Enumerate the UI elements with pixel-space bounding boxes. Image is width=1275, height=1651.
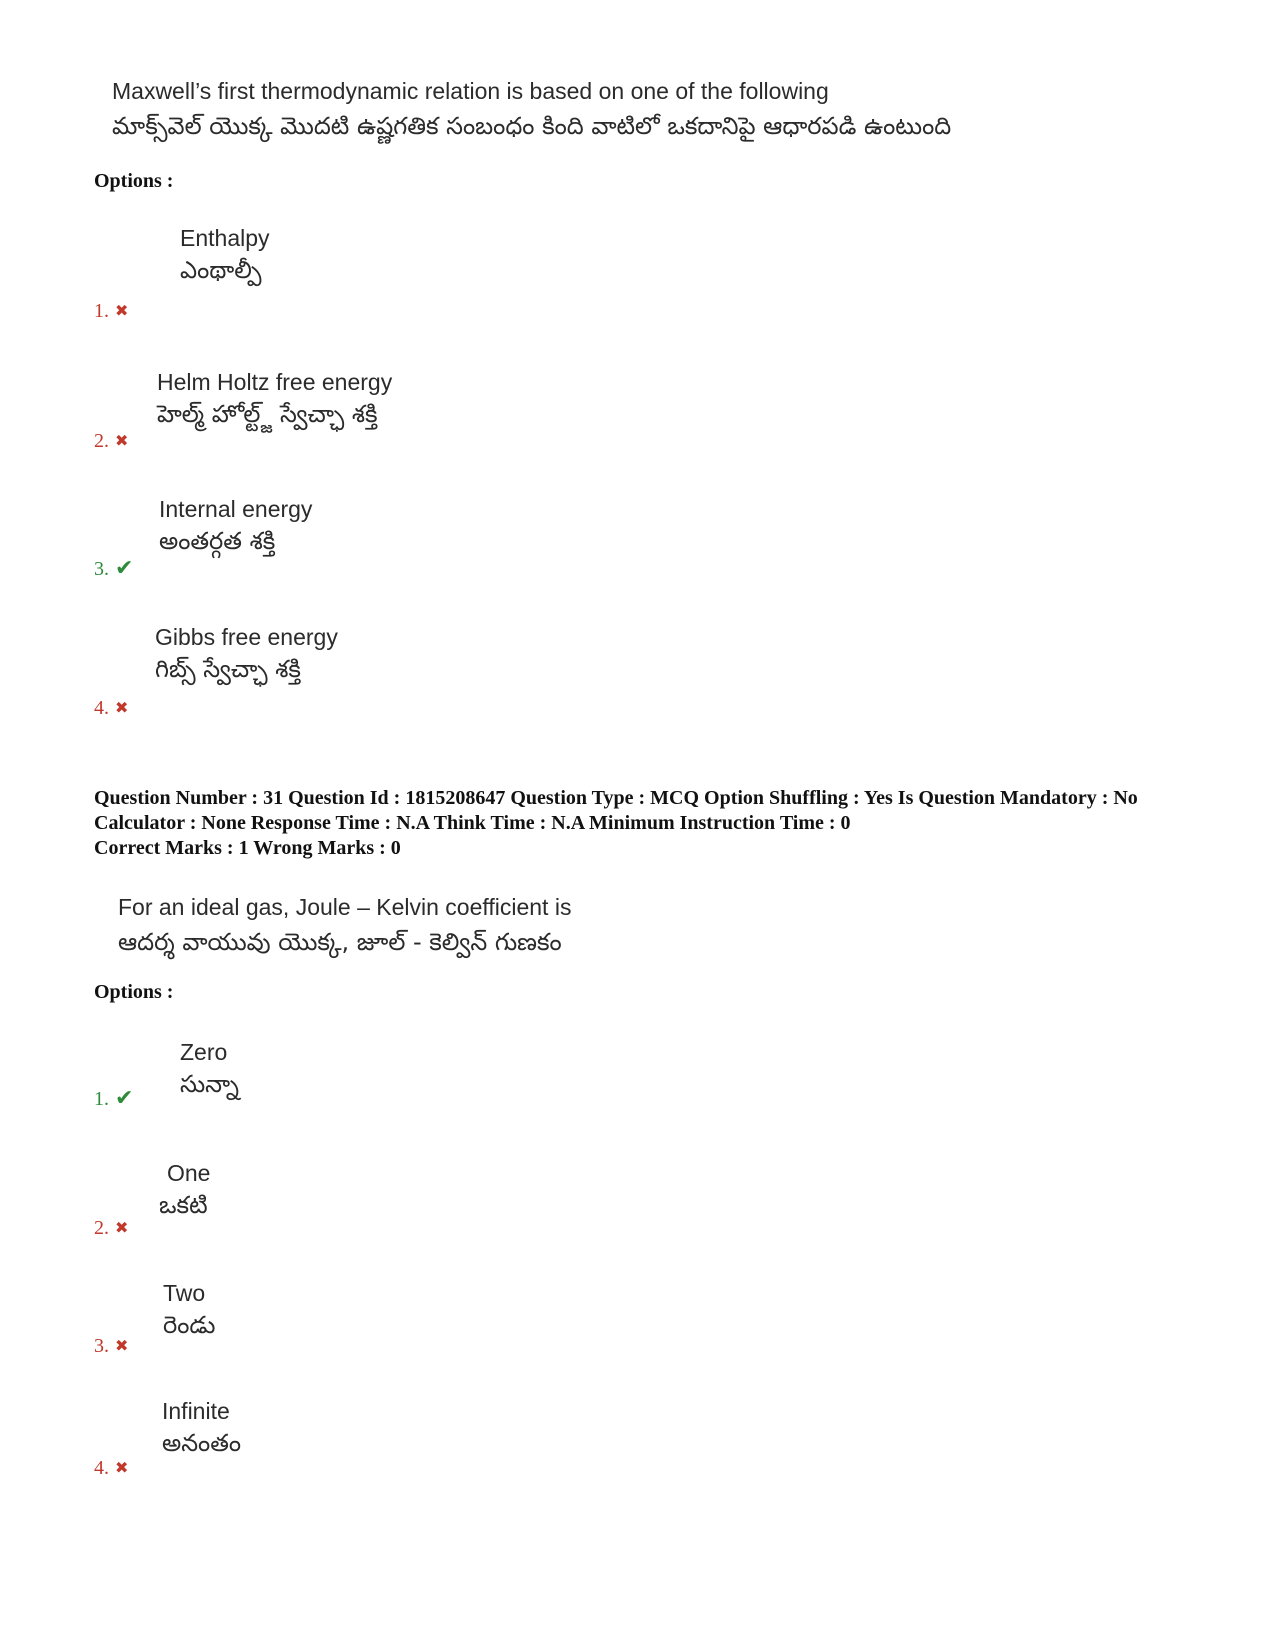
option-text-te: ఒకటి (159, 1191, 208, 1219)
question-text-en: Maxwell’s first thermodynamic relation is based on one of the following (112, 78, 829, 104)
option-text-en: Infinite (162, 1398, 230, 1424)
option-text-en: Internal energy (159, 496, 313, 522)
option-text-te: అనంతం (162, 1429, 242, 1457)
option-text-te: హెల్మ్ హోల్ట్జ్ స్వేచ్ఛా శక్తి (157, 400, 378, 428)
option-3 (159, 495, 312, 559)
cross-icon: ✖ (115, 700, 129, 717)
option-index: 2. (94, 1217, 109, 1239)
option-1 (180, 224, 270, 288)
question-text-te: ఆదర్శ వాయువు యొక్క, జూల్ - కెల్విన్ గుణకం (118, 928, 562, 956)
cross-icon: ✖ (115, 1460, 129, 1477)
option-index: 1. (94, 1088, 109, 1110)
check-icon: ✔ (115, 555, 134, 580)
option-text-te: ఎంథాల్పీ (180, 256, 262, 284)
option-text-en: Helm Holtz free energy (157, 369, 393, 395)
option-3 (163, 1279, 215, 1343)
cross-icon: ✖ (115, 1338, 129, 1355)
option-number (94, 1335, 128, 1358)
option-2 (159, 1159, 210, 1223)
option-index: 3. (94, 1335, 109, 1357)
option-number (94, 1457, 128, 1480)
cross-icon: ✖ (115, 433, 129, 450)
option-number (94, 1217, 128, 1240)
option-text-te: అంతర్గత శక్తి (159, 527, 276, 555)
option-number (94, 430, 128, 453)
option-number (94, 1087, 133, 1110)
option-index: 4. (94, 697, 109, 719)
cross-icon: ✖ (115, 1220, 129, 1237)
question-marks: Correct Marks : 1 Wrong Marks : 0 (94, 837, 401, 859)
check-icon: ✔ (115, 1085, 134, 1110)
question-meta: Question Number : 31 Question Id : 1815208647 Question Type : MCQ Option Shuffling : Yes Is Question Mandatory : No Calculator : None Response Time : N.A Think Time : N.A Minimum Instruction Time : 0 (94, 787, 1138, 834)
option-4 (162, 1397, 241, 1461)
option-index: 2. (94, 430, 109, 452)
option-number (94, 557, 133, 580)
option-text-en: One (167, 1160, 211, 1186)
option-index: 4. (94, 1457, 109, 1479)
options-label: Options : (94, 170, 174, 192)
option-text-en: Two (163, 1280, 206, 1306)
option-text-te: రెండు (163, 1311, 216, 1339)
cross-icon: ✖ (115, 303, 129, 320)
option-2 (157, 368, 392, 432)
option-text-en: Zero (180, 1039, 228, 1065)
option-text-te: సున్నా (180, 1070, 239, 1098)
option-text-en: Gibbs free energy (155, 624, 338, 650)
option-number (94, 300, 128, 323)
question-text-en: For an ideal gas, Joule – Kelvin coefficient is (118, 894, 572, 920)
option-text-te: గిబ్స్ స్వేచ్ఛా శక్తి (155, 655, 301, 683)
option-index: 3. (94, 558, 109, 580)
option-4 (155, 623, 338, 687)
options-label: Options : (94, 981, 174, 1003)
option-index: 1. (94, 300, 109, 322)
option-text-en: Enthalpy (180, 225, 270, 251)
question-text-te: మాక్స్‌వెల్ యొక్క మొదటి ఉష్ణగతిక సంబంధం కింది వాటిలో ఒకదానిపై ఆధారపడి ఉంటుంది (112, 112, 952, 140)
option-1 (180, 1038, 239, 1102)
option-number (94, 697, 128, 720)
